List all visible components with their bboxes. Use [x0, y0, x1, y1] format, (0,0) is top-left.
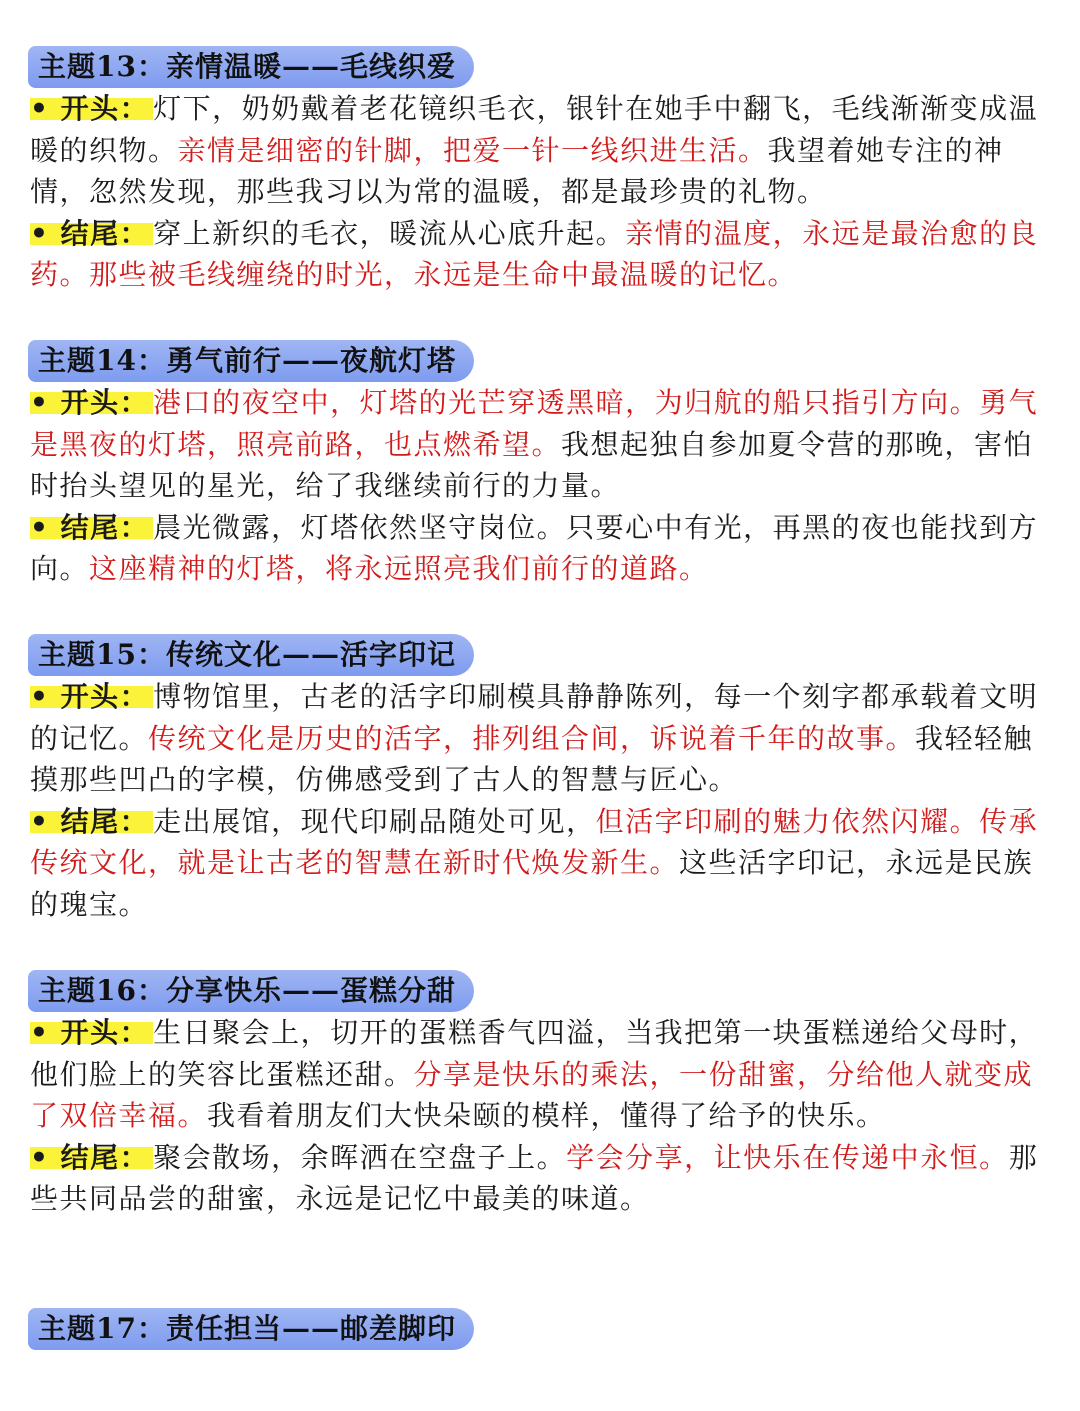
- opening-seg: 传统文化是历史的活字，排列组合间，诉说着千年的故事。: [148, 721, 916, 755]
- opening-paragraph: [30, 382, 1060, 507]
- opening-seg: 我想起独自参加夏令营的那晚，害怕时抬头望见的星光，给了我继续前行的力量。: [30, 427, 1034, 502]
- ending-paragraph: [30, 1137, 1060, 1220]
- ending-seg: 这些活字印记，永远是民族的瑰宝。: [30, 846, 1034, 921]
- section-theme-17: [30, 1308, 1060, 1350]
- section-title: 主题16：分享快乐——蛋糕分甜: [28, 970, 474, 1012]
- section-theme-14: [30, 340, 1060, 590]
- ending-paragraph: [30, 213, 1060, 296]
- section-title: 主题15：传统文化——活字印记: [28, 634, 474, 676]
- ending-seg: 那些共同品尝的甜蜜，永远是记忆中最美的味道。: [30, 1140, 1039, 1215]
- section-title: 主题14：勇气前行——夜航灯塔: [28, 340, 474, 382]
- ending-paragraph: [30, 507, 1060, 590]
- opening-seg: 港口的夜空中，灯塔的光芒穿透黑暗，为归航的船只指引方向。勇气是黑夜的灯塔，照亮前路，也点燃希望。: [30, 386, 1039, 461]
- opening-paragraph: [30, 676, 1060, 801]
- ending-seg: 走出展馆，现代印刷品随处可见，: [153, 804, 596, 838]
- opening-seg: 我看着朋友们大快朵颐的模样，懂得了给予的快乐。: [207, 1099, 886, 1132]
- ending-seg: 学会分享，让快乐在传递中永恒。: [566, 1140, 1009, 1174]
- opening-tag: • 开头：: [30, 386, 153, 419]
- opening-seg: 生日聚会上，切开的蛋糕香气四溢，当我把第一块蛋糕递给父母时，他们脸上的笑容比蛋糕还甜。: [30, 1016, 1039, 1091]
- ending-seg: 聚会散场，余晖洒在空盘子上。: [153, 1140, 567, 1174]
- section-theme-13: [30, 46, 1060, 296]
- opening-paragraph: [30, 1012, 1060, 1137]
- ending-tag: • 结尾：: [30, 1141, 153, 1174]
- ending-seg: 这座精神的灯塔，将永远照亮我们前行的道路。: [89, 552, 709, 585]
- ending-seg: 穿上新织的毛衣，暖流从心底升起。: [153, 216, 626, 250]
- ending-seg: 但活字印刷的魅力依然闪耀。传承传统文化，就是让古老的智慧在新时代焕发新生。: [30, 804, 1039, 879]
- section-theme-16: [30, 970, 1060, 1220]
- section-title: 主题17：责任担当——邮差脚印: [28, 1308, 474, 1350]
- opening-tag: • 开头：: [30, 1016, 153, 1049]
- ending-tag: • 结尾：: [30, 805, 153, 838]
- opening-seg: 亲情是细密的针脚，把爱一针一线织进生活。: [177, 133, 768, 167]
- opening-paragraph: [30, 88, 1060, 213]
- opening-seg: 博物馆里，古老的活字印刷模具静静陈列，每一个刻字都承载着文明的记忆。: [30, 680, 1039, 755]
- opening-seg: 分享是快乐的乘法，一份甜蜜，分给他人就变成了双倍幸福。: [30, 1057, 1034, 1132]
- opening-tag: • 开头：: [30, 680, 153, 713]
- section-theme-15: [30, 634, 1060, 925]
- opening-tag: • 开头：: [30, 92, 153, 125]
- opening-seg: 我轻轻触摸那些凹凸的字模，仿佛感受到了古人的智慧与匠心。: [30, 721, 1034, 796]
- section-title: 主题13：亲情温暖——毛线织爱: [28, 46, 474, 88]
- ending-tag: • 结尾：: [30, 217, 153, 250]
- opening-seg: 灯下，奶奶戴着老花镜织毛衣，银针在她手中翻飞，毛线渐渐变成温暖的织物。: [30, 92, 1039, 167]
- ending-seg: 晨光微露，灯塔依然坚守岗位。只要心中有光，再黑的夜也能找到方向。: [30, 510, 1039, 585]
- ending-seg: 亲情的温度，永远是最治愈的良药。那些被毛线缠绕的时光，永远是生命中最温暖的记忆。: [30, 216, 1039, 291]
- ending-tag: • 结尾：: [30, 511, 153, 544]
- opening-seg: 我望着她专注的神情，忽然发现，那些我习以为常的温暖，都是最珍贵的礼物。: [30, 133, 1004, 208]
- ending-paragraph: [30, 801, 1060, 926]
